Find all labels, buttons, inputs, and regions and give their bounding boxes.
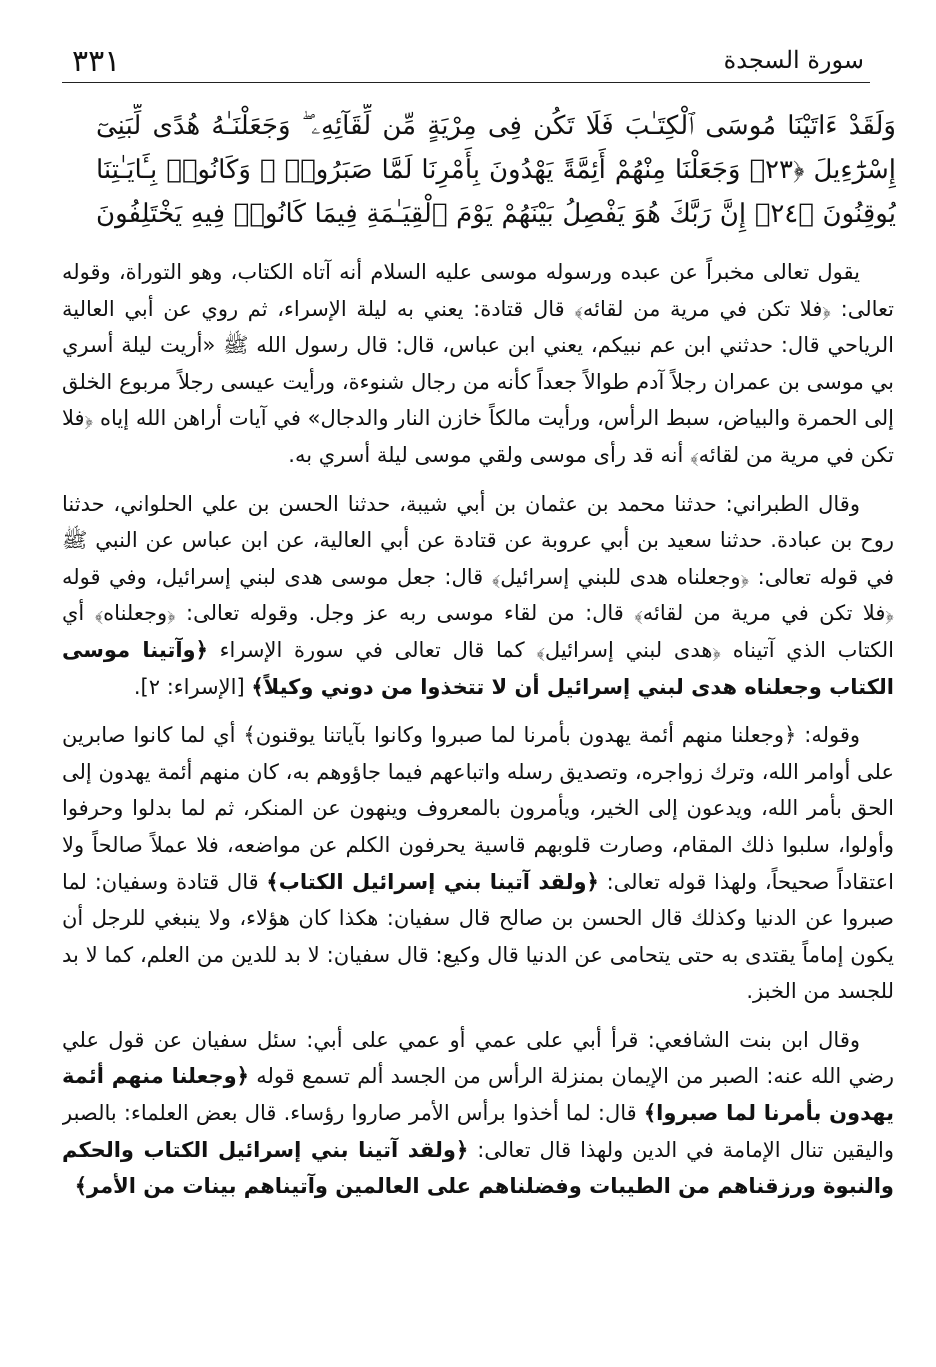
paragraph-1-text: يقول تعالى مخبراً عن عبده ورسوله موسى عليه السلام أنه آتاه الكتاب، وهو التوراة، وقوله تعالى: ﴿فلا تكن في مرية من لقائه﴾ قال قتادة: يعني به ليلة الإسراء، ثم روي عن أبي العالية الرياحي قال: حدثني ابن عم نبيكم، يعني ابن عباس، قال: قال رسول الله ﷺ «أريت ليلة أسري بي موسى بن عمران رجلاً آدم طوالاً جعداً كأنه من رجال شنوءة، ورأيت عيسى رجلاً مربوع الخلق إلى الحمرة والبياض، سبط الرأس، ورأيت مالكاً خازن النار والدجال» في آيات أراهن الله إياه ﴿فلا تكن في مرية من لقائه﴾ أنه قد رأى موسى ولقي موسى ليلة أسري به. [62, 260, 894, 467]
paragraph-2 [62, 486, 894, 706]
paragraph-3-quote: ﴿ولقد آتينا بني إسرائيل الكتاب﴾ [266, 869, 599, 894]
paragraph-4-quote: ﴿وجعلنا منهم أئمة يهدون بأمرنا لما صبروا﴾ [62, 1064, 894, 1126]
paragraph-4 [62, 1022, 894, 1205]
page-number: ٣٣١ [72, 44, 121, 79]
paragraph-4-text-mid: قال: لما أخذوا برأس الأمر صاروا رؤساء. قال بعض العلماء: بالصبر واليقين تنال الإمامة في الدين ولهذا قال تعالى: [62, 1101, 894, 1162]
paragraph-4-quote-end: ﴿ولقد آتينا بني إسرائيل الكتاب والحكم والنبوة ورزقناهم من الطيبات وفضلناهم على العالمين وآتيناهم بينات من الأمر﴾ [62, 1137, 894, 1199]
paragraph-2-text: وقال الطبراني: حدثنا محمد بن عثمان بن أبي شيبة، حدثنا الحسن بن علي الحلواني، حدثنا روح بن عبادة. حدثنا سعيد بن أبي عروبة عن قتادة عن أبي العالية، عن ابن عباس عن النبي ﷺ في قوله تعالى: ﴿وجعلناه هدى للبني إسرائيل﴾ قال: جعل موسى هدى لبني إسرائيل، وفي قوله ﴿فلا تكن في مرية من لقائه﴾ قال: من لقاء موسى ربه عز وجل. وقوله تعالى: ﴿وجعلناه﴾ أي الكتاب الذي آتيناه ﴿هدى لبني إسرائيل﴾ كما قال تعالى في سورة الإسراء [62, 491, 894, 662]
paragraph-1 [62, 254, 894, 474]
paragraph-3-text-end: قال قتادة وسفيان: لما صبروا عن الدنيا وكذلك قال الحسن بن صالح قال سفيان: هكذا كان هؤلاء، ولا ينبغي للرجل أن يكون إماماً يقتدى به حتى يتحامى عن الدنيا قال وكيع: قال سفيان: لا بد للدين من العلم، كما لا بد للجسد من الخبز. [62, 869, 894, 1004]
paragraph-3-text: وقوله: ﴿وجعلنا منهم أئمة يهدون بأمرنا لما صبروا وكانوا بآياتنا يوقنون﴾ أي لما كانوا صابرين على أوامر الله، وترك زواجره، وتصديق رسله واتباعهم فيما جاؤوهم به، كان منهم أئمة يهدون إلى الحق بأمر الله، ويدعون إلى الخير، ويأمرون بالمعروف وينهون عن المنكر، ثم لما بدلوا وحرفوا وأولوا، سلبوا ذلك المقام، وصارت قلوبهم قاسية يحرفون الكلم عن مواضعه، فلا عملاً صالحاً ولا اعتقاداً صحيحاً، ولهذا قوله تعالى: [62, 723, 894, 894]
paragraph-2-reference: [الإسراء: ٢]. [133, 674, 252, 699]
paragraph-3 [62, 717, 894, 1010]
page-header [62, 42, 870, 83]
surah-title: سورة السجدة [723, 46, 864, 74]
tafsir-text [62, 254, 894, 1329]
paragraph-2-quote: ﴿وآتينا موسى الكتاب وجعلناه هدى لبني إسرائيل أن لا تتخذوا من دوني وكيلاً﴾ [62, 637, 894, 699]
quran-verses: وَلَقَدْ ءَاتَيْنَا مُوسَى ٱلْكِتَـٰبَ فَلَا تَكُن فِى مِرْيَةٍ مِّن لِّقَآئِهِۦ ۖ وَجَعَلْنَـٰهُ هُدًى لِّبَنِىٓ إِسْرَٰٓءِيلَ ﴿٢٣﴾ وَجَعَلْنَا مِنْهُمْ أَئِمَّةً يَهْدُونَ بِأَمْرِنَا لَمَّا صَبَرُوا۟ ۖ وَكَانُوا۟ بِـَٔايَـٰتِنَا يُوقِنُونَ ﴿٢٤﴾ إِنَّ رَبَّكَ هُوَ يَفْصِلُ بَيْنَهُمْ يَوْمَ ٱلْقِيَـٰمَةِ فِيمَا كَانُوا۟ فِيهِ يَخْتَلِفُونَ [96, 111, 896, 229]
paragraph-4-text: وقال ابن بنت الشافعي: قرأ أبي على عمي أو عمي على أبي: سئل سفيان عن قول علي رضي الله عنه: الصبر من الإيمان بمنزلة الرأس من الجسد ألم تسمع قوله [62, 1027, 894, 1089]
